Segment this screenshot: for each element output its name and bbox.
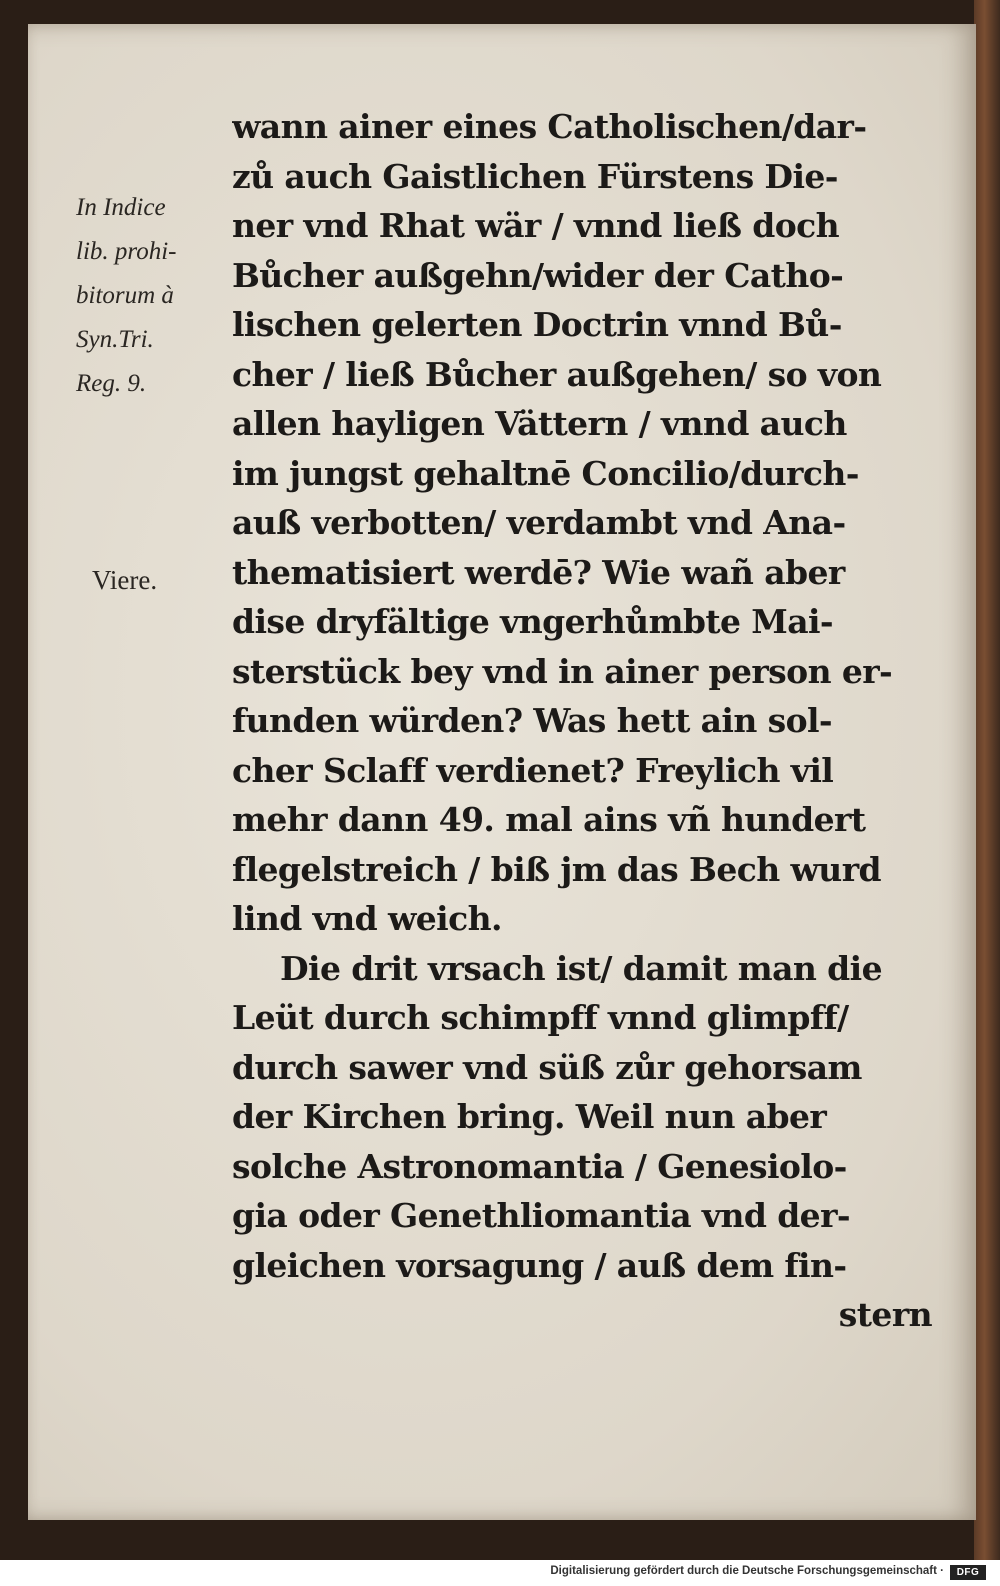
text-line: auß verbotten/ verdambt vnd Ana-: [232, 503, 846, 542]
text-line: gleichen vorsagung / auß dem fin-: [232, 1245, 847, 1285]
text-line: thematisiert werdē? Wie wañ aber: [232, 552, 845, 592]
text-line: ner vnd Rhat wär / vnnd ließ doch: [232, 206, 840, 245]
text-line: funden würden? Was hett ain sol-: [232, 701, 833, 740]
marginal-line: bitorum à: [76, 282, 174, 309]
marginal-line: In Indice: [76, 194, 166, 221]
text-line: der Kirchen bring. Weil nun aber: [232, 1097, 827, 1136]
text-line: sterstück bey vnd in ainer person er-: [232, 651, 893, 691]
text-line: lind vnd weich.: [232, 899, 502, 938]
footer-bar: [0, 1560, 1000, 1586]
marginal-reference: [76, 186, 226, 406]
dfg-logo: DFG: [950, 1565, 986, 1580]
book-spine-edge: [974, 0, 1000, 1560]
text-line: Leüt durch schimpff vnnd glimpff/: [232, 998, 849, 1037]
text-line: gia oder Genethliomantia vnd der-: [232, 1196, 850, 1235]
text-line: durch sawer vnd süß zůr gehorsam: [232, 1047, 862, 1087]
text-line: Bůcher außgehn/wider der Catho-: [232, 255, 844, 295]
text-line: allen hayligen Vättern / vnnd auch: [232, 404, 847, 443]
text-line: mehr dann 49. mal ains vñ hundert: [232, 800, 866, 839]
text-line: cher / ließ Bůcher außgehen/ so von: [232, 354, 882, 394]
text-line: zů auch Gaistlichen Fürstens Die-: [232, 156, 838, 196]
marginal-note: Viere.: [92, 565, 158, 595]
marginal-line: lib. prohi-: [76, 238, 177, 265]
marginal-line: Syn.Tri.: [76, 326, 154, 353]
text-line: lischen gelerten Doctrin vnnd Bů-: [232, 305, 842, 344]
body-text: [232, 102, 940, 1340]
footer-credit: Digitalisierung gefördert durch die Deutsche Forschungsgemeinschaft ·: [550, 1565, 944, 1577]
text-line: cher Sclaff verdienet? Freylich vil: [232, 750, 834, 790]
marginal-line: Reg. 9.: [76, 370, 147, 397]
catchword: stern: [838, 1295, 932, 1334]
text-line: flegelstreich / biß jm das Bech wurd: [232, 849, 881, 889]
text-line: solche Astronomantia / Genesiolo-: [232, 1146, 847, 1186]
text-line: Die drit vrsach ist/ damit man die: [280, 948, 882, 988]
text-line: dise dryfältige vngerhůmbte Mai-: [232, 602, 834, 641]
text-line: im jungst gehaltnē Concilio/durch-: [232, 453, 859, 493]
text-line: wann ainer eines Catholischen/dar-: [232, 107, 867, 146]
